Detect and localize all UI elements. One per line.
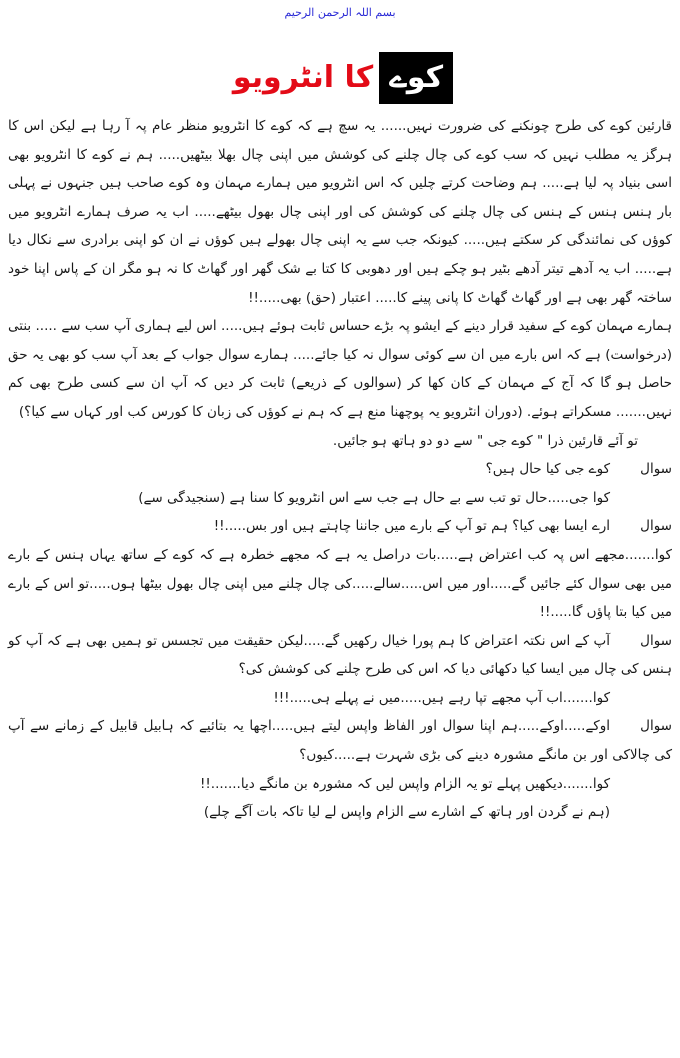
title-word-interview: کا انٹرویو — [232, 60, 374, 95]
dialogue-answer-3: کوا.......اب آپ مجھے تپا رہے ہیں.....میں نے پہلے ہی.....!!! — [273, 689, 610, 706]
dialogue-question-3 — [8, 627, 672, 684]
dialogue-answer-4: کوا.......دیکھیں پہلے تو یہ الزام واپس لیں کہ مشورہ بن مانگے دیا.......!! — [199, 775, 610, 792]
dialogue-question-1 — [8, 455, 672, 484]
speaker-label: سوال — [640, 461, 672, 478]
dialogue-text: اوکے.....اوکے.....ہم اپنا سوال اور الفاظ واپس لیتے ہیں.....اچھا یہ بتائیے کہ ہابیل قابیل کے زمانے سے آپ کی چالاکی اور بن مانگے مشورہ دینے کی بڑی شہرت ہے.....کیوں؟ — [8, 718, 672, 764]
title-word-crow: کوے — [379, 52, 453, 104]
speaker-label: سوال — [640, 518, 672, 535]
dialogue-stage-note: (ہم نے گردن اور ہاتھ کے اشارے سے الزام واپس لے لیا تاکہ بات آگے چلے) — [203, 804, 610, 821]
dialogue-answer-2: کوا.......مجھے اس پہ کب اعتراض ہے.....بات دراصل یہ ہے کہ مجھے خطرہ ہے کہ کوے کے ساتھ یہاں ہنس کے بارے میں بھی سوال کئے جائیں گے.....اور میں اس.....سالے.....کی چال چلنے میں اپنی چال بھول بیٹھا ہوں.....تو اس کے بارے میں کیا بتا پاؤں گا.....!! — [8, 546, 672, 621]
dialogue-text: ارے ایسا بھی کیا؟ ہم تو آپ کے بارے میں جاننا چاہتے ہیں اور بس.....!! — [213, 518, 610, 535]
speaker-label: سوال — [640, 632, 672, 649]
dialogue-text: آپ کے اس نکتہ اعتراض کا ہم پورا خیال رکھیں گے.....لیکن حقیقت میں تجسس تو ہمیں بھی ہے کہ آپ کو ہنس کی چال میں ایسا کیا دکھائی دیا کہ اس کی طرح چلنے کی کوشش کی؟ — [8, 632, 672, 678]
dialogue-question-2 — [8, 512, 672, 541]
intro-paragraph-1: قارئین کوے کی طرح چونکنے کی ضرورت نہیں...... یہ سچ ہے کہ کوے کا انٹرویو منظر عام پہ آ رہا ہے لیکن اس کا ہرگز یہ مطلب نہیں کہ سب کوے کی چال چلنے کی کوشش میں اپنی چال بھلا بیٹھیں..... ہم نے کوے کا انٹرویو بھی اسی بنیاد پہ لیا ہے..... ہم وضاحت کرتے چلیں کہ اس انٹرویو میں ہمارے مہمان وہ کوے صاحب ہیں جنہوں نے پہلی بار ہنس ہنس کے ہنس کی چال چلنے کی کوشش کی اور اپنی چال بھول بیٹھے..... اب یہ صرف ہمارے انٹرویو میں کوؤں کی نمائندگی کر سکتے ہیں..... کیونکہ جب سے یہ اپنی چال بھولے ہیں کوؤں نے ان کو اپنی برادری سے نکال دیا ہے..... اب یہ آدھے تیتر آدھے بٹیر ہو چکے ہیں اور دھوبی کا کتا بے شک گھر اور گھاٹ کا نہ ہو مگر ان کے پاس اپنا خود ساختہ گھر بھی ہے اور گھاٹ گھاٹ کا پانی پینے کا..... اعتبار (حق) بھی.....!! — [8, 118, 672, 306]
intro-paragraph-3: تو آئے قارئین ذرا " کوے جی " سے دو دو ہاتھ ہو جائیں. — [332, 432, 638, 449]
dialogue-question-4 — [8, 712, 672, 769]
dialogue-answer-1: کوا جی.....حال تو تب سے بے حال ہے جب سے اس انٹرویو کا سنا ہے (سنجیدگی سے) — [138, 489, 610, 506]
bismillah-header: بسم اللہ الرحمن الرحیم — [284, 6, 396, 19]
page-title — [0, 52, 680, 104]
speaker-label: سوال — [640, 718, 672, 735]
intro-paragraph-2: ہمارے مہمان کوے کے سفید قرار دینے کے ایشو پہ بڑے حساس ثابت ہوئے ہیں..... اس لیے ہماری آپ سب سے ..... بنتی (درخواست) ہے کہ اس بارے میں ان سے کوئی سوال نہ کیا جائے..... ہمارے سوال جواب کے بعد آپ سب کو بھی یہ حق حاصل ہو گا کہ آج کے مہمان کے کان کھا کر (سوالوں کے ذریعے) ثابت کر دیں کہ آپ ان سے کسی طرح بھی کم نہیں....... مسکراتے ہوئے. (دوران انٹرویو یہ پوچھنا منع ہے کہ ہم نے کوؤں کی زبان کا کورس کب اور کہاں سے کیا؟) — [8, 318, 672, 420]
article-body — [8, 112, 672, 827]
dialogue-text: کوے جی کیا حال ہیں؟ — [485, 461, 610, 478]
